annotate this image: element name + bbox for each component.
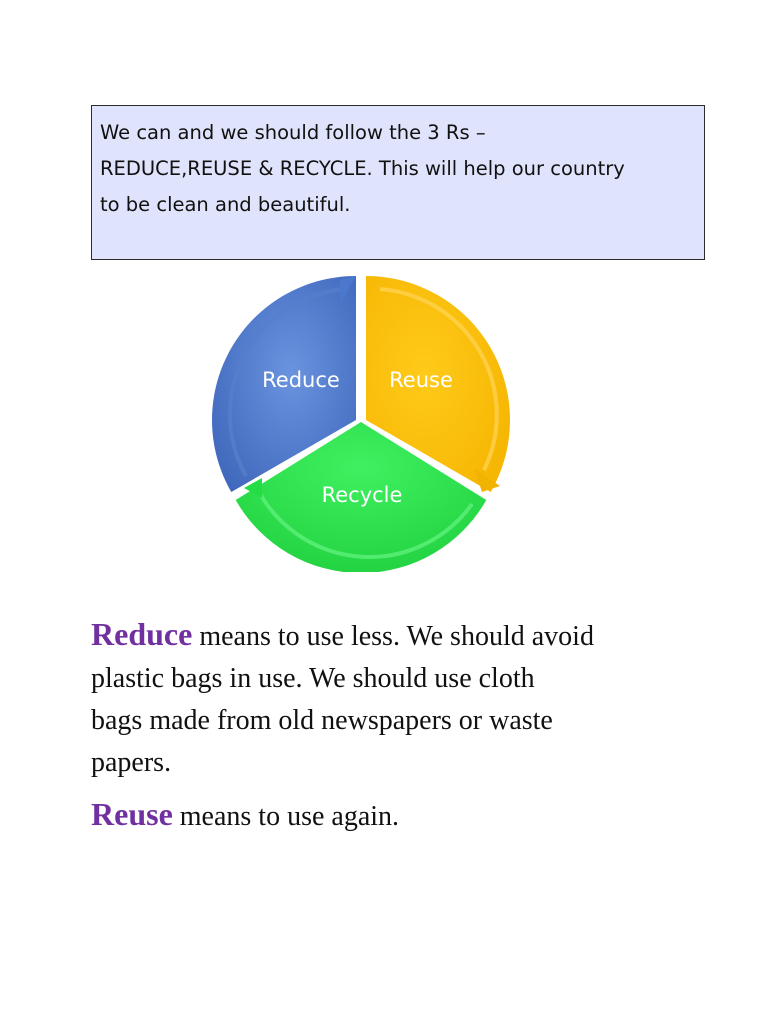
reduce-definition-line-4: papers. xyxy=(91,747,172,778)
reduce-definition-line-2: plastic bags in use. We should use cloth xyxy=(91,663,535,694)
intro-line-3: to be clean and beautiful. xyxy=(100,193,351,216)
reduce-term: Reduce xyxy=(91,616,193,652)
reuse-definition xyxy=(91,793,691,838)
intro-text xyxy=(100,115,696,223)
reuse-term: Reuse xyxy=(91,796,173,832)
reduce-definition-line-1: means to use less. We should avoid xyxy=(192,621,594,652)
reduce-definition-line-3: bags made from old newspapers or waste xyxy=(91,705,553,736)
cycle-label-reduce: Reduce xyxy=(262,368,340,392)
intro-line-2: REDUCE,REUSE & RECYCLE. This will help our country xyxy=(100,157,625,180)
three-rs-cycle-diagram xyxy=(200,262,520,572)
cycle-label-reuse: Reuse xyxy=(389,368,453,392)
reuse-definition-text: means to use again. xyxy=(172,801,400,832)
intro-box xyxy=(91,105,705,260)
intro-line-1: We can and we should follow the 3 Rs – xyxy=(100,121,486,144)
reduce-definition xyxy=(91,613,691,784)
cycle-label-recycle: Recycle xyxy=(321,483,403,507)
